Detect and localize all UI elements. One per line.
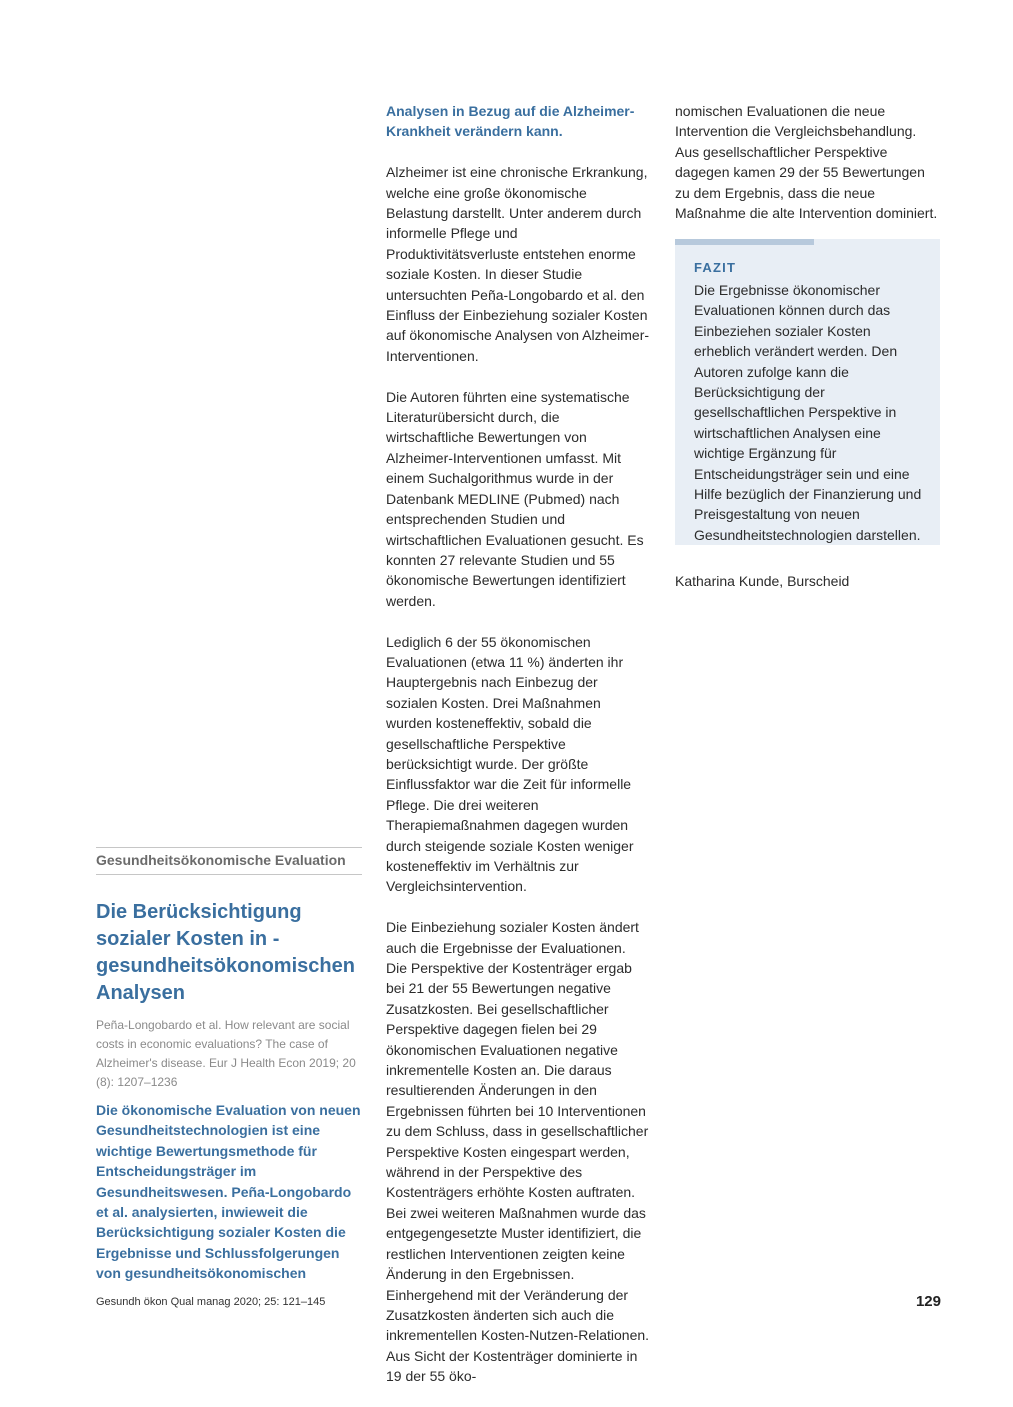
body-paragraph-1: Alzheimer ist eine chronische Erkrankung, welche eine große ökonomische Belastung darstellt. Unter anderem durch informelle Pflege und Produktivitätsverluste entstehen enorme soziale Kosten. In dieser Studie untersuchten Peña-Longobardo et al. den Einfluss der Einbeziehung sozialer Kosten auf ökonomische Analysen von Alzheimer-Interventionen. [386,164,650,364]
right-column [675,101,940,244]
page-number: 129 [915,1293,941,1310]
fazit-title: FAZIT [694,260,737,275]
footer-citation: Gesundh ökon Qual manag 2020; 25: 121–145 [96,1296,326,1308]
fazit-accent-bar [675,239,814,245]
author-name: Katharina Kunde, Burscheid [675,573,850,589]
article-title: Die Berücksichtigung sozialer Kosten in - gesundheitsökonomischen Analysen [96,901,355,1004]
fazit-box [675,239,940,545]
section-label: Gesundheitsökonomische Evaluation [96,847,362,875]
body-paragraph-4: Die Einbeziehung sozialer Kosten ändert auch die Ergebnisse der Evaluationen. Die Perspektive der Kostenträger ergab bei 21 der 55 Bewertungen negative Zusatzkosten. Bei gesellschaftlicher Perspektive dagegen fielen bei 29 ökonomischen Evaluationen negative inkrementelle Kosten an. Die daraus resultierenden Änderungen in den Ergebnissen führten bei 10 Interventionen zu dem Schluss, dass in gesellschaftlicher Perspektive Kosten eingespart werden, während in der Perspektive des Kostenträgers erhöhte Kosten auftraten. Bei zwei weiteren Maßnahmen wurde das entgegengesetzte Muster identifiziert, die restlichen Interventionen zeigten keine Änderung in den Ergebnissen. Einhergehend mit der Veränderung der Zusatzkosten änderten sich auch die inkrementellen Kosten-Nutzen-Relationen. Aus Sicht der Kostenträger dominierte in 19 der 55 öko- [386,919,650,1385]
article-lead: Die ökonomische Evaluation von neuen Gesundheitstechnologien ist eine wichtige Bewertungsmethode für Entscheidungsträger im Gesundheitswesen. Peña-Longobardo et al. analysierten, inwieweit die Berücksichtigung sozialer Kosten die Ergebnisse und Schlussfolgerungen von gesundheitsökonomischen [96,1102,361,1282]
article-lead-continued: Analysen in Bezug auf die Alzheimer-Krankheit verändern kann. [386,103,635,140]
middle-column [386,101,650,1407]
body-paragraph-3: Lediglich 6 der 55 ökonomischen Evaluationen (etwa 11 %) änderten ihr Hauptergebnis nach Einbezug der sozialen Kosten. Drei Maßnahmen wurden kosteneffektiv, sobald die gesellschaftliche Perspektive berücksichtigt wurde. Der größte Einflussfaktor war die Zeit für informelle Pflege. Die drei weiteren Therapiemaßnahmen dagegen wurden durch steigende soziale Kosten weniger kosteneffektiv im Verhältnis zur Vergleichsintervention. [386,633,634,895]
fazit-text: Die Ergebnisse ökonomischer Evaluationen können durch das Einbeziehen sozialer Kosten erheblich verändert werden. Den Autoren zufolge kann die Berücksichtigung der gesellschaftlichen Perspektive in wirtschaftlichen Analysen eine wichtige Ergänzung für Entscheidungsträger sein und eine Hilfe bezüglich der Finanzierung und Preisgestaltung von neuen Gesundheitstechnologien darstellen. [694,282,922,543]
body-paragraph-5: nomischen Evaluationen die neue Intervention die Vergleichsbehandlung. Aus gesellschaftlicher Perspektive dagegen kamen 29 der 55 Bewertungen zu dem Ergebnis, dass die neue Maßnahme die alte Intervention dominiert. [675,103,938,222]
article-reference: Peña-Longobardo et al. How relevant are social costs in economic evaluations? The case of Alzheimer's disease. Eur J Health Econ 2019; 20 (8): 1207–1236 [96,1018,356,1089]
body-paragraph-2: Die Autoren führten eine systematische Literaturübersicht durch, die wirtschaftliche Bewertungen von Alzheimer-Interventionen umfasst. Mit einem Suchalgorithmus wurde in der Datenbank MEDLINE (Pubmed) nach entsprechenden Studien und wirtschaftlichen Evaluationen gesucht. Es konnten 27 relevante Studien und 55 ökonomische Bewertungen identifiziert werden. [386,388,644,609]
